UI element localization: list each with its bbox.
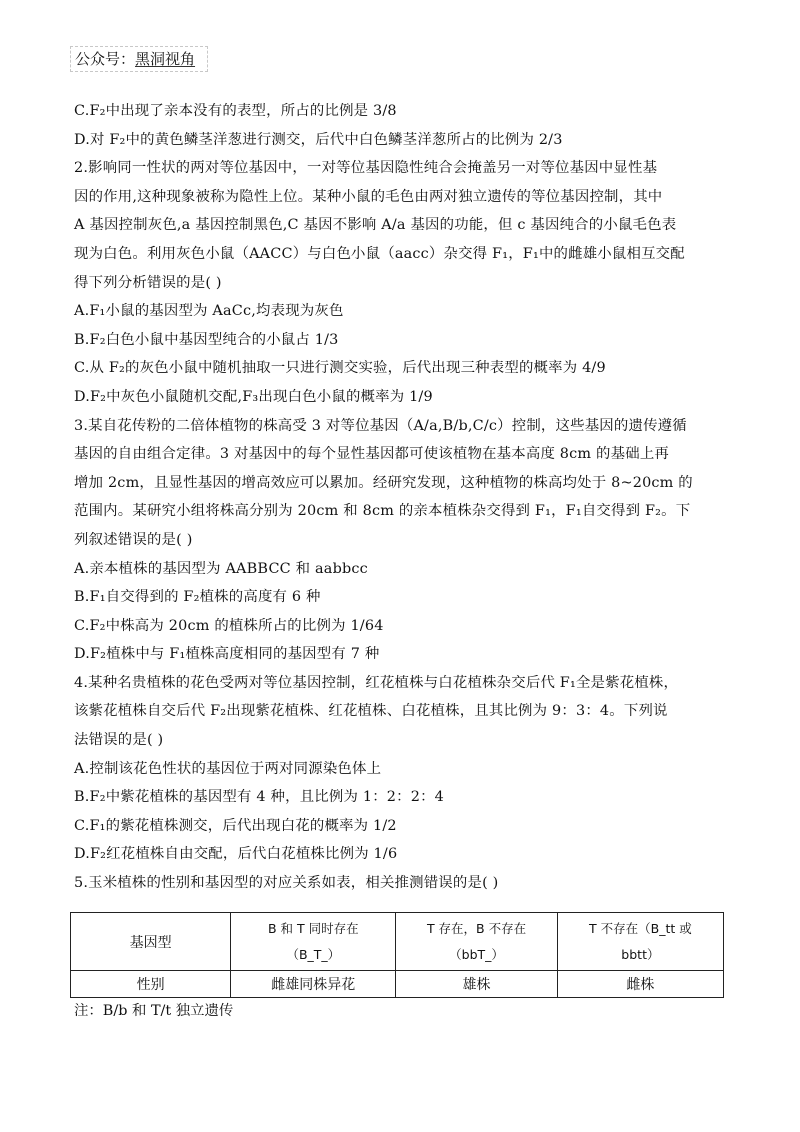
- text-line: 现为白色。利用灰色小鼠（AACC）与白色小鼠（aacc）杂交得 F₁，F₁中的雌雄小鼠相互交配: [74, 245, 685, 262]
- text-line: 5.玉米植株的性别和基因型的对应关系如表，相关推测错误的是( ): [74, 875, 499, 892]
- text-line: 列叙述错误的是( ): [74, 531, 193, 548]
- text-line: 范围内。某研究小组将株高分别为 20cm 和 8cm 的亲本植株杂交得到 F₁，F₁自交得到 F₂。下: [74, 503, 691, 520]
- text-line: 该紫花植株自交后代 F₂出现紫花植株、红花植株、白花植株，且其比例为 9：3：4。下列说: [74, 703, 668, 720]
- table-cell: [231, 913, 396, 971]
- table-cell: [396, 913, 557, 971]
- table-note: 注：B/b 和 T/t 独立遗传: [74, 1003, 234, 1019]
- header-account-name: 黑洞视角: [135, 50, 196, 68]
- text-line: 基因的自由组合定律。3 对基因中的每个显性基因都可使该植物在基本高度 8cm 的基础上再: [74, 446, 669, 463]
- text-line: 4.某种名贵植株的花色受两对等位基因控制，红花植株与白花植株杂交后代 F₁全是紫花植株，: [74, 674, 679, 691]
- text-line: A.F₁小鼠的基因型为 AaCc,均表现为灰色: [74, 303, 344, 320]
- text-line: 2.影响同一性状的两对等位基因中，一对等位基因隐性纯合会掩盖另一对等位基因中显性基: [74, 160, 658, 177]
- text-line: B.F₂中紫花植株的基因型有 4 种，且比例为 1：2：2：4: [74, 789, 445, 806]
- text-line: D.F₂红花植株自由交配，后代白花植株比例为 1/6: [74, 846, 398, 863]
- genotype-table: [70, 912, 724, 998]
- text-line: A.控制该花色性状的基因位于两对同源染色体上: [74, 760, 382, 777]
- text-line: A.亲本植株的基因型为 AABBCC 和 aabbcc: [74, 560, 368, 577]
- table-cell: 雌雄同株异花: [231, 971, 396, 998]
- text-line: 因的作用,这种现象被称为隐性上位。某种小鼠的毛色由两对独立遗传的等位基因控制，其中: [74, 188, 663, 205]
- table-cell: [557, 913, 723, 971]
- text-line: C.从 F₂的灰色小鼠中随机抽取一只进行测交实验，后代出现三种表型的概率为 4/9: [74, 360, 606, 377]
- header-text: [75, 50, 195, 68]
- text-line: A 基因控制灰色,a 基因控制黑色,C 基因不影响 A/a 基因的功能，但 c 基因纯合的小鼠毛色表: [74, 217, 677, 234]
- table-row: [71, 971, 724, 998]
- text-line: C.F₂中株高为 20cm 的植株所占的比例为 1/64: [74, 617, 384, 634]
- text-line: B.F₂白色小鼠中基因型纯合的小鼠占 1/3: [74, 331, 339, 348]
- text-line: 得下列分析错误的是( ): [74, 274, 222, 291]
- cell-line: T 存在，B 不存在: [426, 920, 527, 936]
- text-line: D.F₂植株中与 F₁植株高度相同的基因型有 7 种: [74, 646, 380, 663]
- text-line: B.F₁自交得到的 F₂植株的高度有 6 种: [74, 589, 321, 606]
- text-line: 增加 2cm，且显性基因的增高效应可以累加。经研究发现，这种植物的株高均处于 8~20cm 的: [74, 474, 693, 491]
- table-header-cell: 性别: [71, 971, 231, 998]
- cell-line: （bbT_）: [449, 946, 504, 962]
- watermark-header: [70, 46, 208, 72]
- cell-line: bbtt）: [621, 946, 660, 962]
- table-cell: 雌株: [557, 971, 723, 998]
- text-line: C.F₁的紫花植株测交，后代出现白花的概率为 1/2: [74, 817, 397, 834]
- table-header-cell: 基因型: [71, 913, 231, 971]
- text-line: C.F₂中出现了亲本没有的表型，所占的比例是 3/8: [74, 103, 397, 119]
- cell-line: T 不存在（B_tt 或: [589, 920, 692, 936]
- cell-line: （B_T_）: [286, 946, 341, 962]
- table-row: [71, 913, 724, 971]
- header-label: 公众号：: [75, 50, 136, 68]
- text-line: 法错误的是( ): [74, 732, 164, 749]
- text-line: D.F₂中灰色小鼠随机交配,F₃出现白色小鼠的概率为 1/9: [74, 388, 433, 405]
- cell-line: B 和 T 同时存在: [267, 920, 359, 936]
- table-cell: 雄株: [396, 971, 557, 998]
- question-text: [74, 97, 728, 898]
- text-line: D.对 F₂中的黄色鳞茎洋葱进行测交，后代中白色鳞茎洋葱所占的比例为 2/3: [74, 131, 563, 148]
- text-line: 3.某自花传粉的二倍体植物的株高受 3 对等位基因（A/a,B/b,C/c）控制，这些基因的遗传遵循: [74, 417, 687, 434]
